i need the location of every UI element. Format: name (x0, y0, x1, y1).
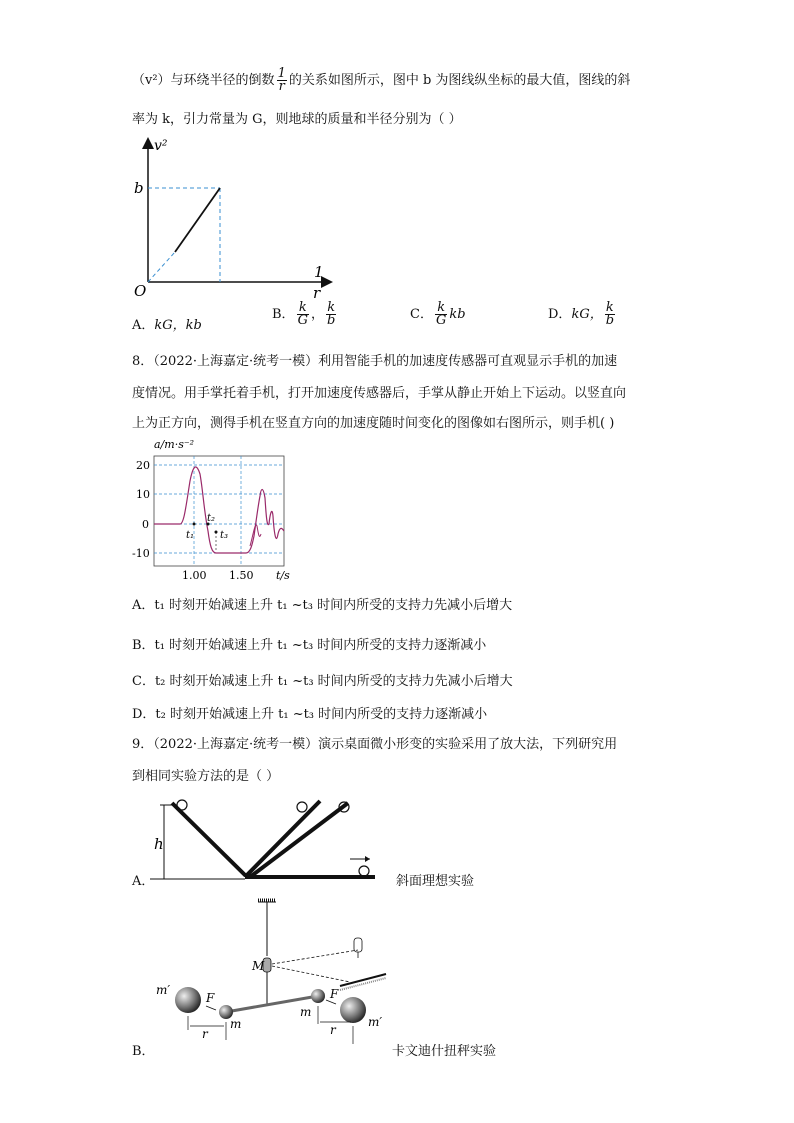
q9-option-a-caption: 斜面理想实验 (396, 874, 475, 889)
y-tick-neg10: -10 (132, 547, 150, 560)
q7-option-a[interactable]: A．kG，kb (132, 318, 202, 333)
q7-line2: 率为 k，引力常量为 G，则地球的质量和半径分别为（ ） (132, 112, 462, 127)
m-label-right: m (300, 1005, 312, 1019)
y-tick-20: 20 (136, 459, 150, 472)
y-tick-10: 10 (136, 488, 150, 501)
x-tick-1.00: 1.00 (182, 569, 207, 582)
origin-label: O (134, 282, 147, 300)
fraction-1-over-r: $\frac{1}{r}$ (277, 66, 286, 94)
q8-choice-c[interactable]: C．t₂ 时刻开始减速上升 t₁ ~t₃ 时间内所受的支持力先减小后增大 (132, 674, 513, 689)
F-label-right: F (330, 987, 339, 1001)
r-label-left: r (202, 1027, 208, 1041)
q8-choice-a[interactable]: A．t₁ 时刻开始减速上升 t₁ ~t₃ 时间内所受的支持力先减小后增大 (132, 598, 513, 613)
t3-label: t₃ (220, 530, 229, 541)
x-axis-label-den: r (313, 284, 321, 302)
t2-label: t₂ (207, 513, 216, 524)
q7-option-b[interactable]: B． $\frac{k}{G}$ ， $\frac{k}{b}$ (272, 300, 336, 328)
q8-choice-b[interactable]: B．t₁ 时刻开始减速上升 t₁ ~t₃ 时间内所受的支持力逐渐减小 (132, 638, 487, 653)
F-label-left: F (206, 991, 215, 1005)
q9-option-b-caption: 卡文迪什扭秤实验 (392, 1044, 497, 1059)
h-label: h (154, 835, 164, 853)
q9-option-b-label[interactable]: B． (132, 1044, 155, 1059)
y-unit-label: a/m·s⁻² (154, 438, 195, 451)
q9-line2: 到相同实验方法的是（ ） (132, 769, 280, 784)
q8-line2: 度情况。用手掌托着手机，打开加速度传感器后，手掌从静止开始上下运动。以竖直向 (132, 386, 627, 401)
y-axis-label: v² (154, 138, 168, 154)
m-prime-label-left: m′ (156, 983, 171, 997)
m-label-left: m (230, 1017, 242, 1031)
r-label-right: r (330, 1023, 336, 1037)
x-unit-label: t/s (276, 569, 290, 582)
acceleration-time-chart (130, 436, 300, 584)
q7-line1: （v²）与环绕半径的倒数 $\frac{1}{r}$ 的关系如图所示，图中 b 为图线纵坐标的最大值，图线的斜 (132, 66, 631, 94)
M-label: M (252, 959, 265, 973)
q9-line1: 9．（2022·上海嘉定·统考一模）演示桌面微小形变的实验采用了放大法，下列研究用 (132, 737, 618, 752)
y-tick-0: 0 (142, 518, 149, 531)
t1-label: t₁ (186, 530, 195, 541)
x-axis-label-num: 1 (314, 263, 324, 281)
v2-vs-inverse-r-graph (130, 132, 340, 307)
q8-choice-d[interactable]: D．t₂ 时刻开始减速上升 t₁ ~t₃ 时间内所受的支持力逐渐减小 (132, 707, 488, 722)
ideal-incline-experiment-figure (150, 795, 390, 887)
y-tick-b: b (134, 179, 144, 197)
cavendish-torsion-balance-figure (150, 898, 390, 1048)
m-prime-label-right: m′ (368, 1015, 383, 1029)
q9-option-a-label[interactable]: A． (132, 874, 155, 889)
x-tick-1.50: 1.50 (229, 569, 254, 582)
q7-option-d[interactable]: D．kG， $\frac{k}{b}$ (548, 300, 615, 328)
q8-line3: 上为正方向，测得手机在竖直方向的加速度随时间变化的图像如右图所示，则手机( ) (132, 416, 615, 431)
q7-option-c[interactable]: C． $\frac{k}{G}$ kb (410, 300, 466, 328)
q8-line1: 8．（2022·上海嘉定·统考一模）利用智能手机的加速度传感器可直观显示手机的加速 (132, 354, 618, 369)
